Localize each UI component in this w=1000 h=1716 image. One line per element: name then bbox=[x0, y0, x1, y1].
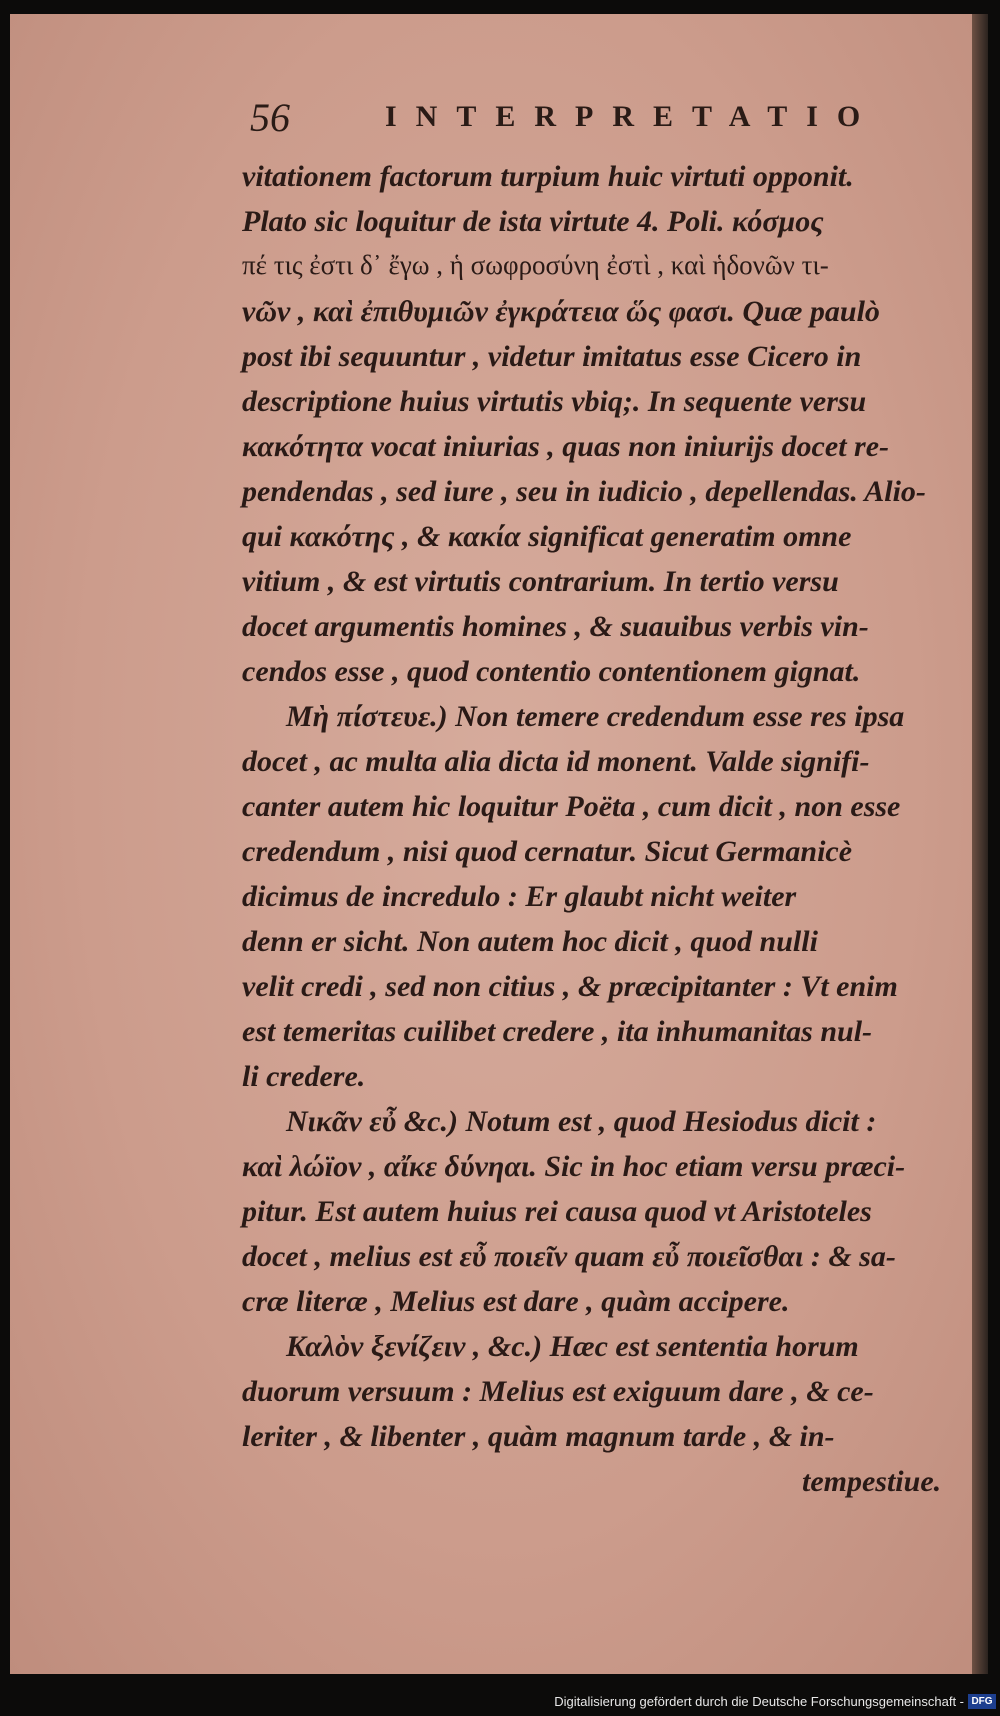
book-spine-edge bbox=[972, 14, 988, 1674]
text-line: docet , ac multa alia dicta id monent. Valde signifi- bbox=[242, 745, 870, 778]
text-line: πέ τις ἐστι δ᾽ ἔγω , ἡ σωφροσύνη ἐστὶ , καὶ ἡδονῶν τι- bbox=[242, 250, 829, 280]
text-line: κακότητα vocat iniurias , quas non iniurijs docet re- bbox=[242, 430, 890, 463]
text-line: dicimus de incredulo : Er glaubt nicht weiter bbox=[242, 880, 797, 913]
text-line: docet , melius est εὖ ποιεῖν quam εὖ ποιεῖσθαι : & sa- bbox=[242, 1240, 896, 1273]
page-header bbox=[250, 94, 900, 144]
dfg-logo: DFG bbox=[968, 1694, 996, 1709]
text-line: pitur. Est autem huius rei causa quod vt Aristoteles bbox=[242, 1195, 872, 1228]
text-line: est temeritas cuilibet credere , ita inhumanitas nul- bbox=[242, 1015, 873, 1048]
text-line: descriptione huius virtutis vbiq;. In sequente versu bbox=[242, 385, 867, 418]
text-line: credendum , nisi quod cernatur. Sicut Germanicè bbox=[242, 835, 853, 868]
text-line: καὶ λώϊον , αἴκε δύνηαι. Sic in hoc etiam versu præci- bbox=[242, 1150, 906, 1183]
text-line: qui κακότης , & κακία significat generatim omne bbox=[242, 520, 852, 553]
text-line: docet argumentis homines , & suauibus verbis vin- bbox=[242, 610, 869, 643]
text-line: cendos esse , quod contentio contentionem gignat. bbox=[242, 655, 861, 688]
text-line: Plato sic loquitur de ista virtute 4. Poli. κόσμος bbox=[242, 205, 824, 238]
digitization-footer bbox=[0, 1690, 1000, 1716]
text-line: denn er sicht. Non autem hoc dicit , quod nulli bbox=[242, 925, 818, 958]
text-line: vitium , & est virtutis contrarium. In tertio versu bbox=[242, 565, 839, 598]
text-line: Μὴ πίστευε.) Non temere credendum esse res ipsa bbox=[286, 700, 905, 733]
text-line: νῶν , καὶ ἐπιθυμιῶν ἐγκράτεια ὥς φασι. Quæ paulò bbox=[242, 295, 880, 328]
page-number: 56 bbox=[250, 95, 290, 140]
text-line: vitationem factorum turpium huic virtuti opponit. bbox=[242, 160, 854, 193]
book-page bbox=[10, 14, 988, 1674]
text-line: post ibi sequuntur , videtur imitatus esse Cicero in bbox=[242, 340, 862, 373]
text-line: li credere. bbox=[242, 1060, 366, 1093]
funding-notice: Digitalisierung gefördert durch die Deutsche Forschungsgemeinschaft - bbox=[554, 1694, 964, 1709]
text-line: duorum versuum : Melius est exiguum dare , & ce- bbox=[242, 1375, 874, 1408]
running-title: INTERPRETATIO bbox=[385, 100, 880, 133]
text-line: tempestiue. bbox=[802, 1465, 942, 1498]
text-line: cræ literæ , Melius est dare , quàm accipere. bbox=[242, 1285, 790, 1318]
text-line: Νικᾶν εὖ &c.) Notum est , quod Hesiodus dicit : bbox=[286, 1105, 877, 1138]
text-line: Καλὸν ξενίζειν , &c.) Hæc est sententia horum bbox=[286, 1330, 859, 1363]
text-line: velit credi , sed non citius , & præcipitanter : Vt enim bbox=[242, 970, 898, 1003]
text-line: canter autem hic loquitur Poëta , cum dicit , non esse bbox=[242, 790, 901, 823]
text-line: pendendas , sed iure , seu in iudicio , depellendas. Alio- bbox=[242, 475, 926, 508]
text-line: leriter , & libenter , quàm magnum tarde , & in- bbox=[242, 1420, 835, 1453]
